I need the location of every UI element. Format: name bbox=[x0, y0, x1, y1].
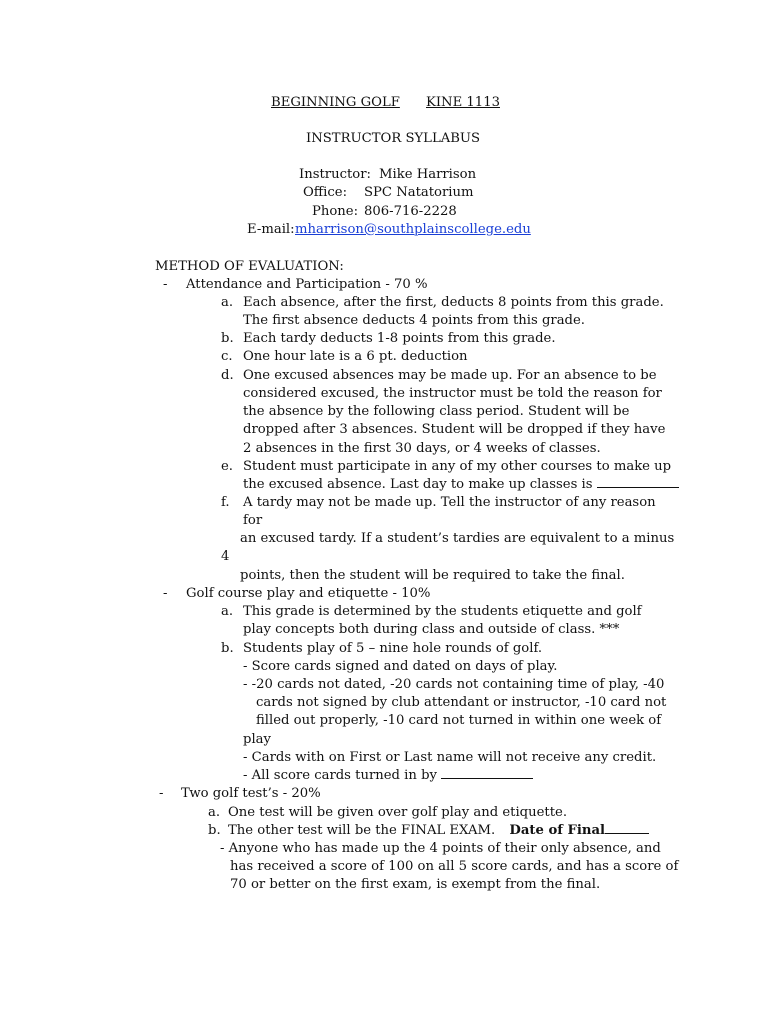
item-marker: a. bbox=[221, 295, 234, 310]
item-marker: b. bbox=[208, 823, 221, 838]
golf-play-b-line: Students play of 5 – nine hole rounds of golf. bbox=[243, 641, 543, 656]
course-code: KINE 1113 bbox=[426, 95, 500, 110]
final-exam-text: The other test will be the FINAL EXAM. bbox=[228, 823, 496, 838]
office-label: Office: bbox=[303, 185, 348, 200]
attendance-d-line: dropped after 3 absences. Student will be dropped if they have bbox=[243, 422, 666, 437]
tests-a-line: One test will be given over golf play and etiquette. bbox=[228, 805, 568, 820]
final-date-label: Date of Final bbox=[509, 823, 606, 838]
item-marker: a. bbox=[221, 604, 234, 619]
exemption-note: - Anyone who has made up the 4 points of their only absence, and bbox=[220, 841, 661, 856]
makeup-deadline-text: the excused absence. Last day to make up classes is bbox=[243, 477, 593, 492]
email-label: E-mail: bbox=[247, 222, 295, 237]
scorecard-deadline-blank bbox=[441, 767, 533, 779]
attendance-e-line: Student must participate in any of my other courses to make up bbox=[243, 459, 672, 474]
item-marker: d. bbox=[221, 368, 234, 383]
scorecard-deadline-text: - All score cards turned in by bbox=[243, 768, 437, 783]
attendance-f-line: 4 bbox=[221, 549, 230, 564]
attendance-bullet: - bbox=[163, 277, 168, 292]
item-marker: b. bbox=[221, 641, 234, 656]
golf-play-bullet: - bbox=[163, 586, 168, 601]
item-marker: e. bbox=[221, 459, 233, 474]
tests-b-line bbox=[228, 822, 649, 840]
evaluation-heading: METHOD OF EVALUATION: bbox=[155, 259, 344, 274]
attendance-f-line: points, then the student will be required to take the final. bbox=[240, 568, 625, 583]
scorecard-rule: filled out properly, -10 card not turned in within one week of bbox=[256, 713, 662, 728]
item-marker: b. bbox=[221, 331, 234, 346]
attendance-d-line: One excused absences may be made up. For an absence to be bbox=[243, 368, 657, 383]
scorecard-rule bbox=[243, 767, 533, 785]
scorecard-rule: cards not signed by club attendant or instructor, -10 card not bbox=[256, 695, 667, 710]
final-date-blank bbox=[605, 822, 649, 834]
tests-title: Two golf test’s - 20% bbox=[181, 786, 321, 801]
attendance-f-line: an excused tardy. If a student’s tardies are equivalent to a minus bbox=[240, 531, 675, 546]
attendance-a-line: The first absence deducts 4 points from this grade. bbox=[243, 313, 585, 328]
tests-bullet: - bbox=[159, 786, 164, 801]
golf-play-title: Golf course play and etiquette - 10% bbox=[186, 586, 431, 601]
exemption-note: has received a score of 100 on all 5 score cards, and has a score of bbox=[230, 859, 679, 874]
attendance-e-line bbox=[243, 476, 679, 494]
attendance-a-line: Each absence, after the first, deducts 8 points from this grade. bbox=[243, 295, 664, 310]
office-location: SPC Natatorium bbox=[364, 185, 474, 200]
course-title: BEGINNING GOLF bbox=[271, 95, 400, 110]
scorecard-rule: - Score cards signed and dated on days of play. bbox=[243, 659, 558, 674]
scorecard-rule: play bbox=[243, 732, 271, 747]
email-link[interactable]: mharrison@southplainscollege.edu bbox=[295, 222, 531, 237]
golf-play-a-line: play concepts both during class and outside of class. *** bbox=[243, 622, 620, 637]
attendance-title: Attendance and Participation - 70 % bbox=[186, 277, 428, 292]
item-marker: f. bbox=[221, 495, 230, 510]
scorecard-rule: - -20 cards not dated, -20 cards not containing time of play, -40 bbox=[243, 677, 665, 692]
attendance-f-line: A tardy may not be made up. Tell the instructor of any reason bbox=[243, 495, 656, 510]
makeup-deadline-blank bbox=[597, 476, 679, 488]
attendance-d-line: the absence by the following class period. Student will be bbox=[243, 404, 630, 419]
attendance-d-line: 2 absences in the first 30 days, or 4 weeks of classes. bbox=[243, 441, 601, 456]
golf-play-a-line: This grade is determined by the students etiquette and golf bbox=[243, 604, 642, 619]
instructor-label: Instructor: bbox=[299, 167, 371, 182]
item-marker: c. bbox=[221, 349, 233, 364]
attendance-d-line: considered excused, the instructor must be told the reason for bbox=[243, 386, 662, 401]
phone-label: Phone: bbox=[312, 204, 359, 219]
item-marker: a. bbox=[208, 805, 221, 820]
scorecard-rule: - Cards with on First or Last name will not receive any credit. bbox=[243, 750, 657, 765]
exemption-note: 70 or better on the first exam, is exempt from the final. bbox=[230, 877, 601, 892]
attendance-b-line: Each tardy deducts 1-8 points from this grade. bbox=[243, 331, 556, 346]
syllabus-subtitle: INSTRUCTOR SYLLABUS bbox=[306, 131, 481, 146]
phone-number: 806-716-2228 bbox=[364, 204, 457, 219]
instructor-name: Mike Harrison bbox=[379, 167, 477, 182]
attendance-c-line: One hour late is a 6 pt. deduction bbox=[243, 349, 468, 364]
attendance-f-line: for bbox=[243, 513, 263, 528]
